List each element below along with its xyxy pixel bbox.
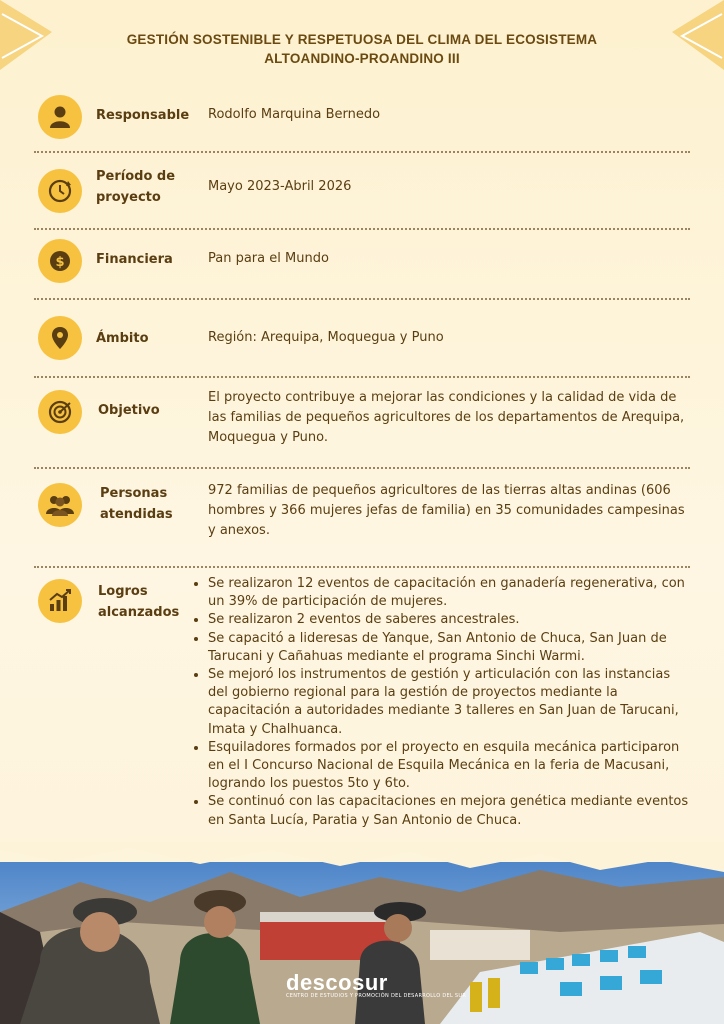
row-objetivo: [36, 388, 690, 454]
svg-text:$: $: [55, 255, 65, 270]
list-item: • Se capacitó a lideresas de Yanque, San Antonio de Chuca, San Juan de Tarucani y Cañahuas mediante el programa Sinchi Warmi.: [208, 630, 694, 666]
label-financiera: Financiera: [96, 252, 173, 267]
clock-cycle-icon: [38, 169, 82, 213]
location-pin-icon: [38, 316, 82, 360]
growth-chart-icon: [38, 579, 82, 623]
divider: [34, 376, 690, 378]
row-ambito: [36, 315, 690, 361]
value-objetivo: El proyecto contribuye a mejorar las condiciones y la calidad de vida de las familias de pequeños agricultores de los departamentos de Arequipa, Moquegua y Puno.: [208, 390, 685, 445]
divider: [34, 228, 690, 230]
target-icon: [38, 390, 82, 434]
label-logros: [98, 581, 190, 623]
label-personas: [100, 483, 192, 525]
person-icon: [38, 95, 82, 139]
row-financiera: [36, 238, 690, 284]
descosur-logo: descosur: [286, 970, 388, 995]
row-logros: [36, 573, 690, 843]
label-periodo: [96, 166, 188, 208]
row-personas: [36, 481, 690, 547]
descosur-logo-subtext: CENTRO DE ESTUDIOS Y PROMOCIÓN DEL DESARROLLO DEL SUR: [286, 993, 467, 999]
divider: [34, 151, 690, 153]
label-logros-line-1: Logros: [98, 584, 148, 599]
list-item: • Se continuó con las capacitaciones en mejora genética mediante eventos en Santa Lucía, Paratia y San Antonio de Chuca.: [208, 793, 694, 829]
label-logros-line-2: alcanzados: [98, 605, 180, 620]
title-line-1: GESTIÓN SOSTENIBLE Y RESPETUOSA DEL CLIMA DEL ECOSISTEMA: [126, 32, 598, 47]
corner-decoration-left: [0, 0, 60, 80]
label-personas-line-1: Personas: [100, 486, 168, 501]
divider: [34, 467, 690, 469]
divider: [34, 298, 690, 300]
logros-list: [194, 575, 694, 830]
people-group-icon: [38, 483, 82, 527]
dollar-coin-icon: [38, 239, 82, 283]
label-periodo-line-2: proyecto: [96, 190, 161, 205]
value-personas: 972 familias de pequeños agricultores de las tierras altas andinas (606 hombres y 366 mujeres jefas de familia) en 35 comunidades campesinas y anexos.: [208, 483, 685, 538]
value-periodo: Mayo 2023-Abril 2026: [208, 179, 352, 194]
list-item: • Se realizaron 12 eventos de capacitación en ganadería regenerativa, con un 39% de participación de mujeres.: [208, 575, 694, 611]
label-responsable: Responsable: [96, 108, 190, 123]
title-line-2: ALTOANDINO-PROANDINO III: [264, 51, 460, 66]
value-responsable: Rodolfo Marquina Bernedo: [208, 107, 381, 122]
label-personas-line-2: atendidas: [100, 507, 173, 522]
label-ambito: Ámbito: [96, 331, 149, 346]
row-periodo: [36, 166, 690, 216]
value-ambito: Región: Arequipa, Moquegua y Puno: [208, 330, 444, 345]
list-item: • Esquiladores formados por el proyecto en esquila mecánica participaron en el I Concurso Nacional de Esquila Mecánica en la feria de Macusani, logrando los puestos 5to y 6to.: [208, 739, 694, 794]
corner-decoration-right: [664, 0, 724, 80]
row-responsable: [36, 94, 690, 140]
value-financiera: Pan para el Mundo: [208, 251, 329, 266]
list-item: • Se mejoró los instrumentos de gestión y articulación con las instancias del gobierno regional para la gestión de proyectos mediante la capacitación a autoridades mediante 3 talleres en San Juan de Tarucani, Imata y Chalhuanca.: [208, 666, 694, 739]
page-title: [60, 30, 664, 68]
label-periodo-line-1: Período de: [96, 169, 176, 184]
label-objetivo: Objetivo: [98, 403, 160, 418]
divider: [34, 566, 690, 568]
list-item: • Se realizaron 2 eventos de saberes ancestrales.: [208, 611, 694, 629]
